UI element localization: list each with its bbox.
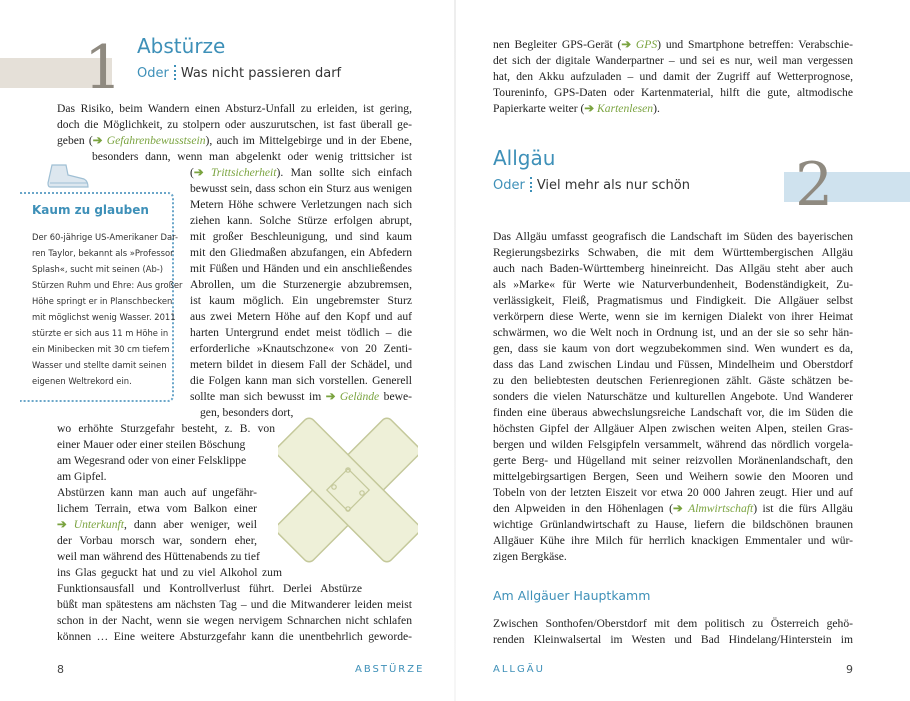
text-line: ziehen kann. Solche Stürze erfolgen abrupt, — [190, 214, 412, 227]
right-main-text — [493, 229, 853, 565]
text-line: schon in der Nacht, wenn sie wegen nervigem Schnarchen nicht schlafen — [57, 614, 412, 627]
dotted-separator — [530, 177, 532, 192]
text-line: am Gipfel. — [57, 470, 107, 483]
text-line: zigen Bergkäse. — [493, 550, 567, 563]
text-line: mit den Gliedmaßen abzufangen, ein Abfedern — [190, 246, 412, 259]
text-line: renden Kleinwalsertal im Westen und Bad Hindelang/Hinterstein im — [493, 633, 853, 646]
chapter-number-right: 2 — [795, 150, 834, 220]
text-line: metern bildet in diesem Fall der Schädel, und — [190, 358, 412, 371]
link-unterkunft[interactable]: Unterkunft — [73, 518, 124, 531]
text-line: det sich der digitale Wanderpartner – und sei es nur, weil man vergessen — [493, 54, 853, 67]
text-line: einer Mauer oder einer steilen Böschung — [57, 438, 246, 451]
text-line: Abrollen, um die Sturzenergie abzubremsen, — [190, 278, 412, 291]
link-gelaende[interactable]: Gelände — [339, 390, 380, 403]
left-tail-text-b — [57, 581, 412, 645]
text-line: doch die Möglichkeit, zu stolpern oder auszurutschen, ist fast überall ge- — [57, 118, 412, 131]
arrow-right-icon: ➔ — [325, 390, 340, 403]
left-tail-text-a — [57, 549, 282, 581]
subtitle-text: Viel mehr als nur schön — [536, 178, 690, 193]
link-kartenlesen[interactable]: Kartenlesen — [597, 102, 654, 115]
bandage-cross-icon — [278, 415, 418, 565]
link-gefahrenbewusstsein[interactable]: Gefahrenbewusstsein — [106, 134, 206, 147]
text-line: auch nach Baden-Württemberg hineinreicht. Das Allgäu steht aber auch — [493, 262, 853, 275]
text-line: aus zwei Metern Höhe auf den Kopf und auf — [190, 310, 412, 323]
text-line: Papierkarte weiter (➔ Kartenlesen). — [493, 102, 660, 115]
text-line: können … Eine weitere Absturzgefahr kann die unentbehrlich geworde- — [57, 630, 412, 643]
text-line: verlässigkeit, Fleiß, Pragmatismus und Findigkeit. Die Allgäuer selbst — [493, 294, 853, 307]
text-line: Abstürzen kann man auch auf ungefähr- — [57, 486, 257, 499]
text-line: büßt man spätestens am nächsten Tag – und die Mitwanderer leiden meist — [57, 598, 412, 611]
link-gps[interactable]: GPS — [635, 38, 658, 51]
text-line: Das Risiko, beim Wandern einen Absturz-Unfall zu erleiden, ist gering, — [57, 102, 412, 115]
arrow-right-icon: ➔ — [672, 502, 689, 515]
fact-box-title: Kaum zu glauben — [32, 203, 149, 217]
text-line: verkörpern diese Werte, wenn sie im kernigen Dialekt von ihrer Heimat — [493, 310, 853, 323]
text-line: hat, den Akku aufzuladen – und damit der Zugriff auf Wetterprognose, — [493, 70, 853, 83]
left-intro-text — [57, 101, 412, 149]
text-line: sollte man sich bewusst im ➔ Gelände bewe- — [190, 390, 412, 403]
text-line: gen, besonders dort, — [200, 406, 294, 419]
fact-box-text: Der 60-jährige US-Amerikaner Dar- ren Taylor, bekannt als »Professor Splash«, sucht mit seinen (Ab-) Stürzen Ruhm und Ehre: Aus großer Höhe springt er in Planschbecken mit möglichst wenig Wasser. 2011 stürzte er sich aus 11 m Höhe in ein Minibecken mit 30 cm tiefem Wasser und stellte damit seinen eigenen Weltrekord ein. — [32, 232, 183, 386]
text-line: ➔ Unterkunft, dann aber weniger, weil — [57, 518, 257, 531]
subtitle-prefix: Oder — [493, 178, 525, 193]
page-number-left: 8 — [57, 663, 64, 676]
link-trittsicherheit[interactable]: Trittsicherheit — [211, 166, 277, 179]
chapter-title-left: Abstürze — [137, 34, 226, 58]
right-sub-text — [493, 616, 853, 648]
text-line: wichtige Grünlandwirtschaft zu Hause, liefern die bildschönen braunen — [493, 518, 853, 531]
text-line: den Alpweiden in den Höhenlagen (➔ Almwirtschaft) ist die fürs Allgäu — [493, 502, 853, 515]
chapter-number-left: 1 — [84, 33, 123, 103]
text-line: weil man während des Hüttenabends zu tief — [57, 550, 260, 563]
text-line: mit Füßen und Händen und ein anschließendes — [190, 262, 412, 275]
section-subheading: Am Allgäuer Hauptkamm — [493, 588, 651, 603]
text-line: bewusst sein, dass schon ein Sturz aus wenigen — [190, 182, 412, 195]
text-line: mittelgebirgsartigen Bergen, Seen und Weihern sowie den Mooren und — [493, 470, 853, 483]
text-line: (➔ Trittsicherheit). Man sollte sich einfach — [190, 166, 412, 179]
text-line: zu den beliebtesten deutschen Ferienregionen zählt. Gäste schätzen be- — [493, 374, 853, 387]
text-line: Toureninfo, GPS-Daten oder Kartenmaterial, hilft die gute, altmodische — [493, 86, 853, 99]
arrow-right-icon: ➔ — [92, 134, 107, 147]
text-line: wo erhöhte Sturzgefahr besteht, z. B. von — [57, 422, 275, 435]
text-line: besonders dann, wenn man abgelenkt oder wenig trittsicher ist — [92, 150, 412, 163]
chapter-subtitle-left — [137, 65, 341, 81]
arrow-right-icon: ➔ — [193, 166, 211, 179]
text-line: gerte Berg- und Hügelland mit seiner reizvollen Moränenlandschaft, den — [493, 454, 853, 467]
page-gutter — [454, 0, 456, 701]
text-line: am Wegesrand oder von einer Felsklippe — [57, 454, 247, 467]
left-lower-text — [57, 437, 257, 549]
link-almwirtschaft[interactable]: Almwirtschaft — [688, 502, 754, 515]
text-line: sonders die vielen Naturschätze und kulturellen Angebote. Und Wanderer — [493, 390, 853, 403]
text-line: Allgäuer Kühe ihre Milch für herrlich knackigen Emmentaler und wür- — [493, 534, 853, 547]
text-line: nen Begleiter GPS-Gerät (➔ GPS) und Smartphone betreffen: Verabschie- — [493, 38, 853, 51]
text-line: höchsten Gipfel der Allgäuer Alpen zwischen weiten Alpen, steilen Gras- — [493, 422, 853, 435]
text-line: dass das Land zwischen Lindau und Füssen, Mindelheim und Oberstdorf — [493, 358, 853, 371]
text-line: finden eine überaus abwechslungsreiche Landschaft vor, die im Süden die — [493, 406, 853, 419]
text-line: erforderliche »Knautschzone« von 20 Zenti- — [190, 342, 412, 355]
text-line: schwärmen, wo die Welt noch in Ordnung ist, und an der sie so sehr hän- — [493, 326, 853, 339]
left-text-line4 — [92, 149, 412, 165]
hiking-boot-icon — [44, 163, 90, 191]
text-line: Regierungsbezirks Schwaben, die mit dem Württembergischen Allgäu — [493, 246, 853, 259]
arrow-right-icon: ➔ — [57, 518, 74, 531]
chapter-subtitle-right — [493, 177, 690, 193]
subtitle-text: Was nicht passieren darf — [180, 66, 342, 81]
running-footer-left: ABSTÜRZE — [355, 664, 425, 675]
left-column-text — [190, 165, 412, 421]
dotted-separator — [174, 65, 176, 80]
text-line: Zwischen Sonthofen/Oberstdorf mit dem politisch zu Österreich gehö- — [493, 617, 853, 630]
text-line: gen, dass sie kaum von dort wegzubekommen sind. Wen wundert es da, — [493, 342, 853, 355]
chapter-title-right: Allgäu — [493, 146, 556, 170]
text-line: Metern Höhe schwere Verletzungen nach sich — [190, 198, 412, 211]
text-line: geben (➔ Gefahrenbewusstsein), auch im Mittelgebirge und in der Ebene, — [57, 134, 412, 147]
arrow-right-icon: ➔ — [621, 38, 636, 51]
text-line: lichem Terrain, etwa vom Balkon einer — [57, 502, 257, 515]
text-line: mit großer Beschleunigung, und sind kaum — [190, 230, 412, 243]
text-line: bergen und wilden Felsgipfeln versammelt, während das nördlich vorgela- — [493, 438, 853, 451]
text-line: ins Glas geguckt hat und zu viel Alkohol zum — [57, 566, 282, 579]
text-line: der Vorbau morsch war, sondern eher, — [57, 534, 257, 547]
text-line: die Folgen kann man sich vorstellen. Generell — [190, 374, 412, 387]
subtitle-prefix: Oder — [137, 66, 169, 81]
text-line: Tobeln von der letzten Eiszeit vor etwa 20 000 Jahren zeugt. Hier und auf — [493, 486, 853, 499]
running-footer-right: ALLGÄU — [493, 664, 545, 675]
arrow-right-icon: ➔ — [584, 102, 598, 115]
text-line: harten Untergrund endet meist tödlich – die — [190, 326, 412, 339]
text-line: ist kaum möglich. Ein ungebremster Sturz — [190, 294, 412, 307]
page-number-right: 9 — [846, 663, 853, 676]
text-line: Das Allgäu umfasst geografisch die Landschaft im Süden des bayerischen — [493, 230, 853, 243]
text-line: als »Marke« für Werte wie Naturverbundenheit, Bodenständigkeit, Zu- — [493, 278, 853, 291]
text-line: Funktionsausfall und Kontrollverlust führt. Derlei Abstürze — [57, 582, 362, 595]
left-text-line21 — [57, 421, 275, 437]
right-continuation-text — [493, 37, 853, 117]
